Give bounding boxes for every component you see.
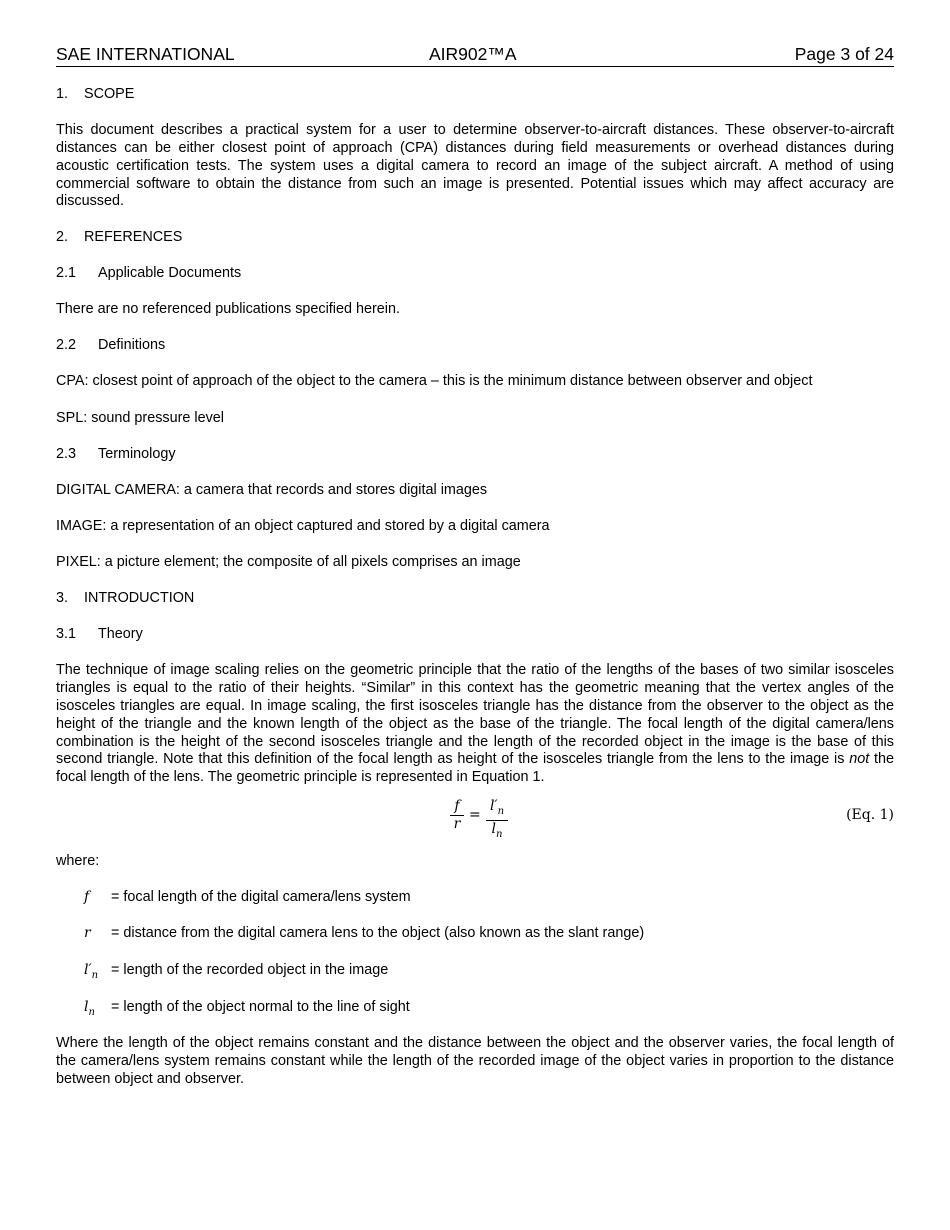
term-digital-camera: DIGITAL CAMERA: a camera that records and stores digital images (56, 481, 488, 498)
page-header (56, 44, 894, 67)
equation-lhs-fraction (450, 798, 464, 833)
section-2-3-heading (56, 446, 894, 464)
variable-row (56, 962, 894, 980)
header-org: SAE INTERNATIONAL (56, 44, 235, 64)
where-label: where: (56, 852, 100, 869)
variable-symbol-base: l (84, 998, 89, 1015)
section-number: 2. (56, 229, 69, 246)
variable-description: = length of the object normal to the line of sight (111, 998, 410, 1015)
variable-definitions (56, 889, 894, 1017)
variable-symbol-base: r (84, 925, 91, 942)
theory-paragraph (56, 662, 894, 787)
equation-rhs-numerator-base: l′ (489, 797, 498, 814)
equation-rhs-denominator-base: l (491, 820, 497, 837)
variable-symbol-base: l′ (84, 961, 92, 978)
section-2-2-heading (56, 337, 894, 355)
variable-symbol-sub: n (91, 969, 99, 981)
equation-equals-sign: = (469, 806, 481, 823)
equation-rhs-numerator (486, 798, 508, 820)
section-number: 3.1 (56, 626, 77, 643)
variable-symbol (84, 889, 89, 912)
section-title: Theory (98, 626, 143, 643)
section-number: 3. (56, 590, 69, 607)
equation-1 (56, 797, 894, 840)
term-image: IMAGE: a representation of an object captured and stored by a digital camera (56, 518, 550, 535)
variable-symbol (84, 925, 91, 948)
section-title: REFERENCES (84, 229, 183, 246)
variable-description: = length of the recorded object in the image (111, 961, 389, 978)
scope-paragraph: This document describes a practical system for a user to determine observer-to-aircraft distances. These observer-to-aircraft distances can be either closest point of approach (CPA) distances during field measurements or overhead distances during acoustic certification tests. The system uses a digital camera to record an image of the subject aircraft. A method of using commercial software to obtain the distance from such an image is presented. Potential issues which may affect accuracy are discussed. (56, 122, 894, 210)
section-title: INTRODUCTION (84, 590, 195, 607)
variable-symbol-base: f (84, 888, 90, 905)
variable-symbol (84, 962, 98, 985)
section-title: SCOPE (84, 86, 135, 102)
section-3-heading (56, 590, 894, 608)
variable-row (56, 925, 894, 943)
section-1-heading (56, 86, 894, 104)
document-body (56, 86, 894, 1088)
theory-text-part-1: The technique of image scaling relies on the geometric principle that the ratio of the lengths of the bases of two similar isosceles triangles is equal to the ratio of their heights. “Similar” in this context has the geometric meaning that the vertex angles of the isosceles triangles are equal. In image scaling, the first isosceles triangle has the distance from the observer to the object as the height of the triangle and the known length of the object as the base of the triangle. The focal length of the digital camera/lens combination is the height of the second isosceles triangle and the length of the recorded object in the image is the base of this second triangle. Note that this definition of the focal length as height of the isosceles triangle from the lens to the image is (56, 662, 894, 768)
equation-rhs-numerator-sub: n (497, 805, 505, 817)
variable-row (56, 889, 894, 907)
section-number: 2.1 (56, 265, 77, 282)
header-doc-id: AIR902™A (429, 44, 517, 64)
theory-emphasis: not (849, 751, 870, 768)
equation-rhs-fraction (486, 798, 508, 843)
variable-symbol (84, 999, 95, 1022)
header-page-number: Page 3 of 24 (794, 44, 894, 64)
applicable-documents-text: There are no referenced publications specified herein. (56, 301, 400, 318)
variable-description: = distance from the digital camera lens to the object (also known as the slant range) (111, 925, 645, 942)
section-2-heading (56, 229, 894, 247)
term-pixel: PIXEL: a picture element; the composite of all pixels comprises an image (56, 554, 521, 571)
equation-rhs-denominator-sub: n (496, 828, 503, 840)
section-2-1-heading (56, 265, 894, 283)
section-3-1-heading (56, 626, 894, 644)
section-number: 1. (56, 86, 69, 102)
variable-row (56, 999, 894, 1017)
definition-spl: SPL: sound pressure level (56, 409, 224, 426)
variable-symbol-sub: n (88, 1006, 95, 1018)
variable-description: = focal length of the digital camera/lens system (111, 888, 411, 905)
section-title: Terminology (98, 445, 176, 462)
section-title: Applicable Documents (98, 265, 242, 282)
equation-lhs-denominator: r (453, 815, 461, 832)
equation-rhs-denominator (486, 821, 508, 843)
theory-text-part-2: the focal length of the lens. The geometric principle is represented in Equation 1. (56, 751, 895, 786)
section-number: 2.2 (56, 337, 77, 354)
equation-lhs-numerator: f (454, 797, 460, 814)
section-title: Definitions (98, 337, 166, 354)
document-page (56, 44, 894, 1088)
closing-paragraph: Where the length of the object remains constant and the distance between the object and the observer varies, the focal length of the camera/lens system remains constant while the length of the recorded image of the object varies in proportion to the distance between object and observer. (56, 1035, 894, 1087)
equation-label: (Eq. 1) (846, 806, 894, 823)
section-number: 2.3 (56, 445, 77, 462)
definition-cpa: CPA: closest point of approach of the object to the camera – this is the minimum distance between observer and object (56, 373, 813, 390)
